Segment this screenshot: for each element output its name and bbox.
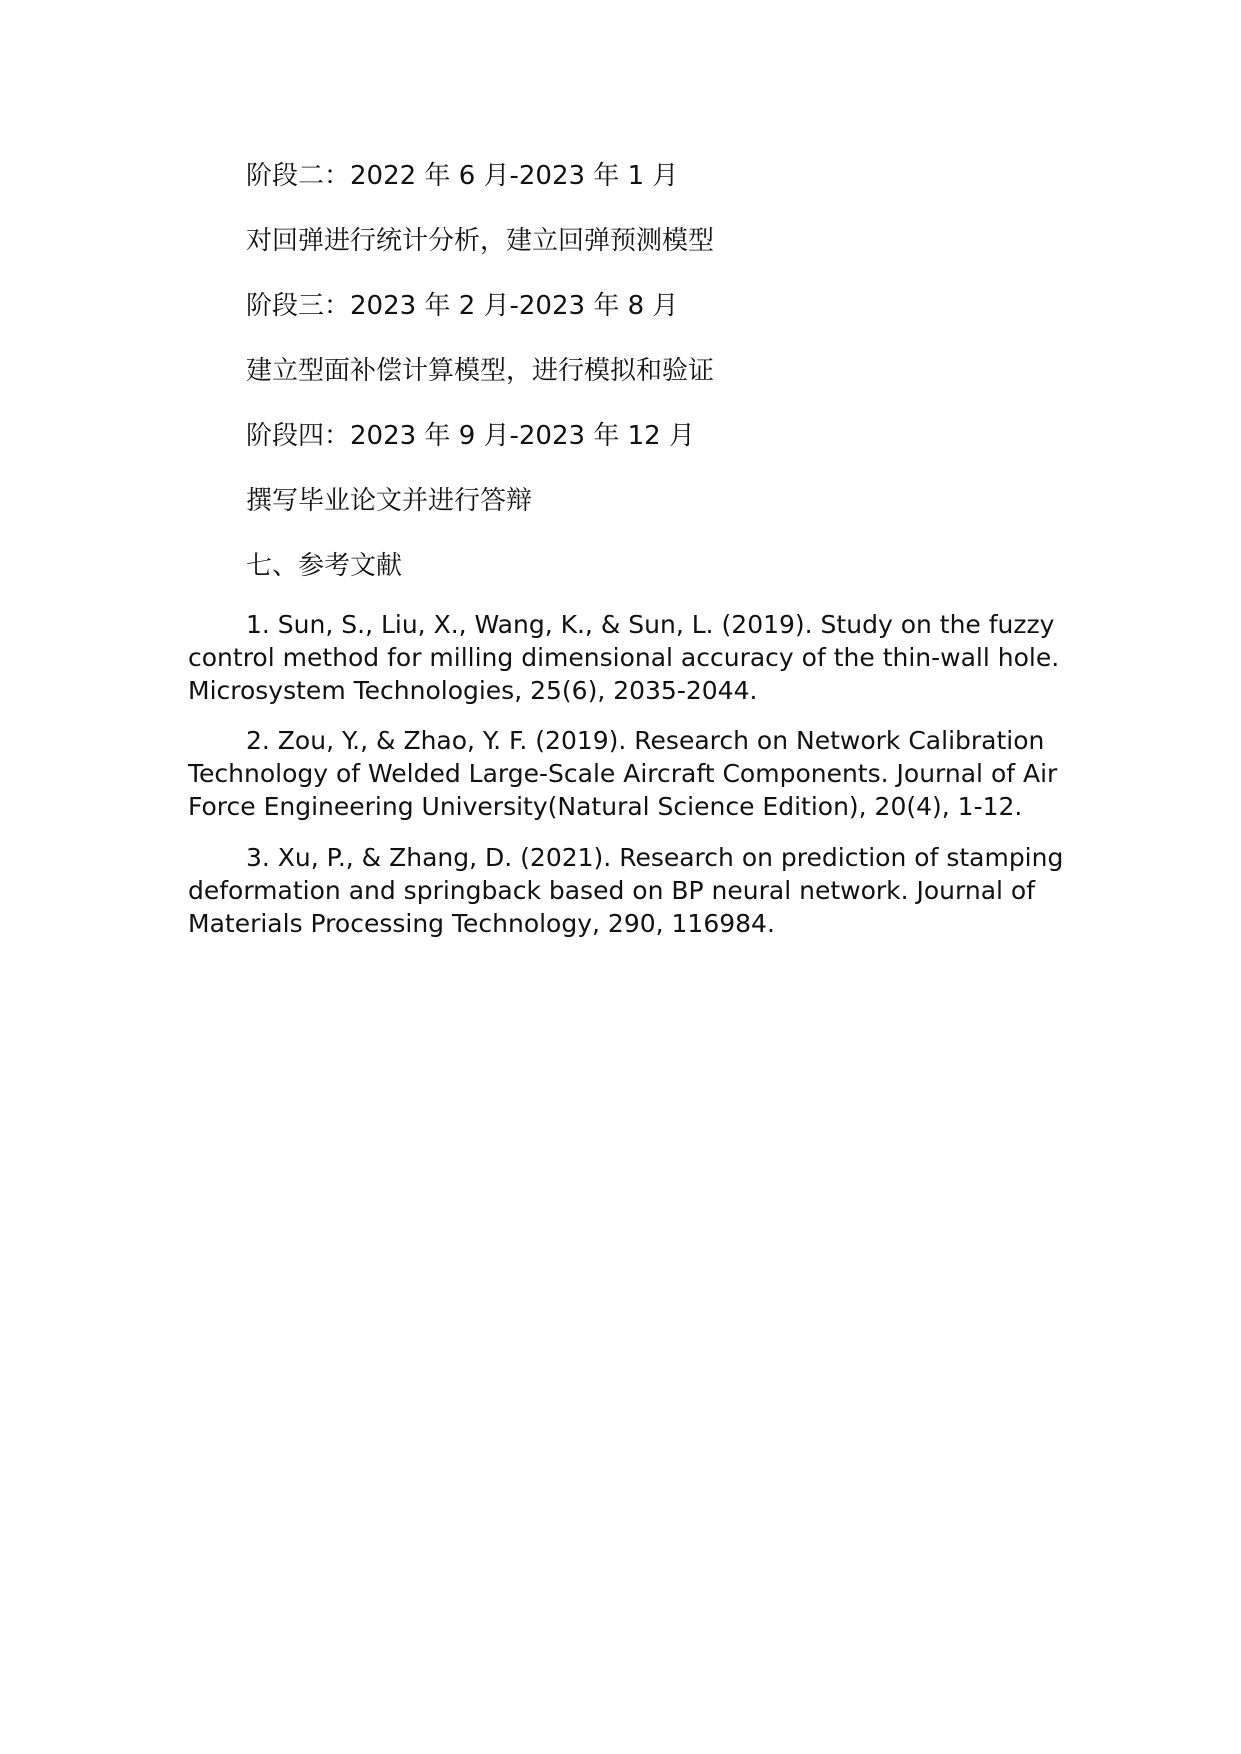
stage-four-description: 撰写毕业论文并进行答辩 xyxy=(246,486,533,516)
stage-two-label: 阶段二：2022 年 6 月-2023 年 1 月 xyxy=(246,161,679,191)
stage-four-label: 阶段四：2023 年 9 月-2023 年 12 月 xyxy=(246,421,695,451)
references-heading: 七、参考文献 xyxy=(246,551,403,581)
stage-three-description: 建立型面补偿计算模型，进行模拟和验证 xyxy=(246,356,715,386)
stage-two-description: 对回弹进行统计分析，建立回弹预测模型 xyxy=(246,226,715,256)
stage-three-label: 阶段三：2023 年 2 月-2023 年 8 月 xyxy=(246,291,679,321)
reference-item-2: 2. Zou, Y., & Zhao, Y. F. (2019). Research on Network Calibration Technology of Welded Large-Scale Aircraft Components. Journal of Air Force Engineering University(Natural Science Edition), 20(4), 1-12. xyxy=(188,726,1058,821)
reference-item-3: 3. Xu, P., & Zhang, D. (2021). Research on prediction of stamping deformation and springback based on BP neural network. Journal of Materials Processing Technology, 290, 116984. xyxy=(188,843,1064,938)
reference-item-1: 1. Sun, S., Liu, X., Wang, K., & Sun, L. (2019). Study on the fuzzy control method for milling dimensional accuracy of the thin-wall hole. Microsystem Technologies, 25(6), 2035-2044. xyxy=(188,610,1060,705)
